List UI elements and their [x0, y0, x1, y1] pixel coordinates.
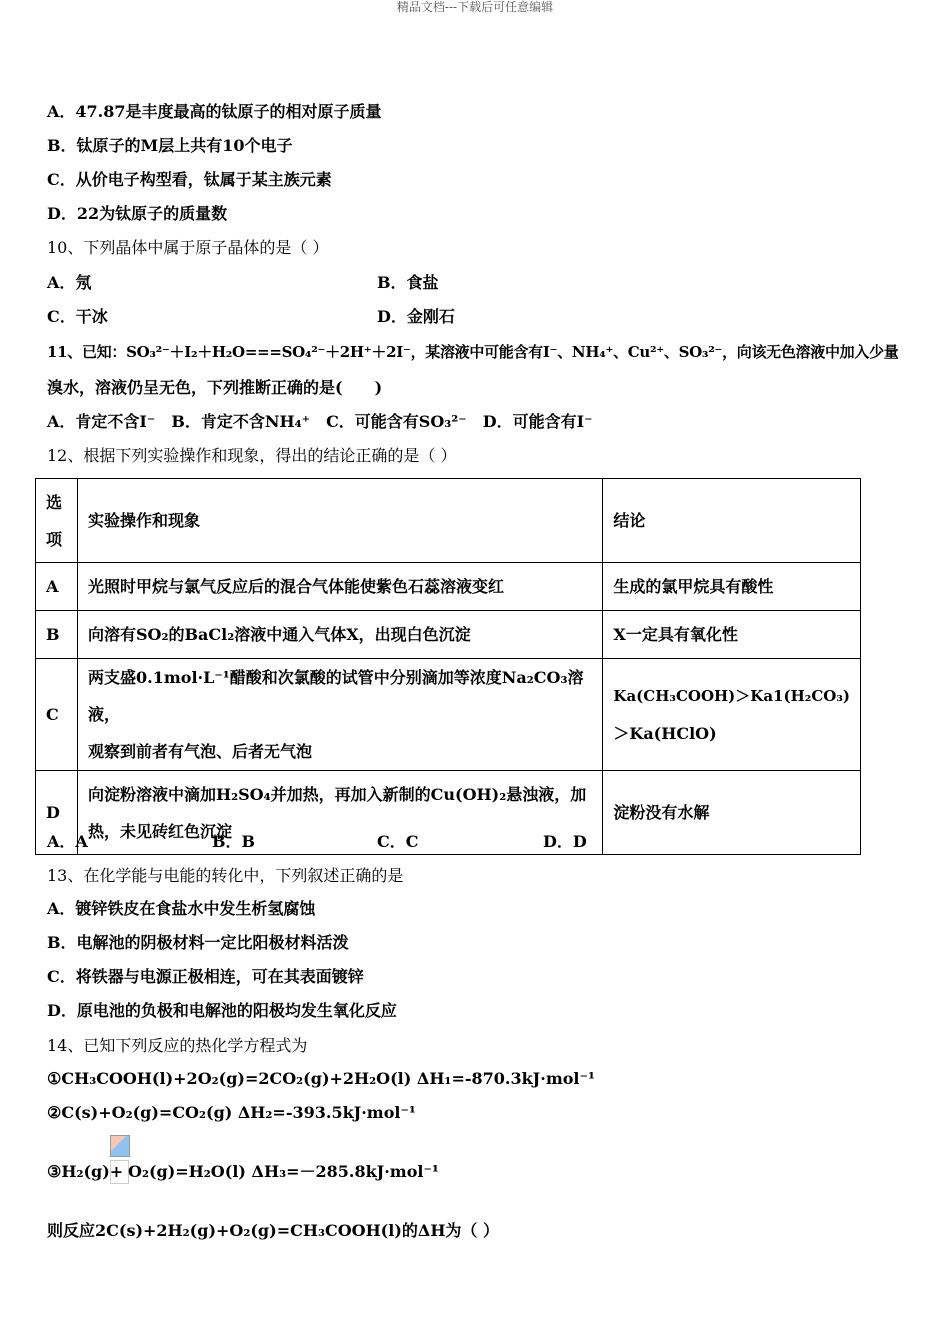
row-operation-line2: 热，未见砖红色沉淀: [88, 821, 233, 841]
q14-question: 则反应2C(s)+2H₂(g)+O₂(g)=CH₃COOH(l)的ΔH为（ ）: [47, 1221, 500, 1240]
table-row: [36, 563, 861, 611]
q12-stem: 12、根据下列实验操作和现象，得出的结论正确的是（ ）: [47, 446, 457, 465]
row-operation-line1: 向淀粉溶液中滴加H₂SO₄并加热，再加入新制的Cu(OH)₂悬浊液，加: [88, 784, 587, 804]
row-option: A: [36, 563, 78, 611]
q14-equation-1: ①CH₃COOH(l)+2O₂(g)=2CO₂(g)+2H₂O(l) ΔH₁=-870.3kJ·mol⁻¹: [47, 1069, 595, 1088]
table-row: [36, 611, 861, 659]
q11-stem-line2: 溴水，溶液仍呈无色，下列推断正确的是( ): [47, 378, 383, 397]
table-header-row: [36, 479, 861, 563]
table-row: [36, 659, 861, 771]
q13-stem: 13、在化学能与电能的转化中，下列叙述正确的是: [47, 866, 404, 885]
q12-answer-c: C．C: [377, 832, 419, 851]
row-conclusion-line2: ＞Ka(HClO): [613, 723, 717, 743]
q13-option-c: C．将铁器与电源正极相连，可在其表面镀锌: [47, 967, 364, 986]
q12-answer-b: B．B: [212, 832, 256, 851]
row-operation: [78, 659, 603, 771]
page-header: 精品文档---下载后可任意编辑: [396, 0, 554, 14]
q9-option-d: D．22为钛原子的质量数: [47, 204, 228, 223]
row-option: B: [36, 611, 78, 659]
q14-equation-3b: O₂(g)=H₂O(l) ΔH₃=－285.8kJ·mol⁻¹: [128, 1162, 439, 1181]
q14-stem: 14、已知下列反应的热化学方程式为: [47, 1036, 308, 1055]
q9-option-c: C．从价电子构型看，钛属于某主族元素: [47, 170, 332, 189]
q12-answer-d: D．D: [543, 832, 587, 851]
header-option-cell: [36, 479, 78, 563]
q11-options: A．肯定不含I⁻ B．肯定不含NH₄⁺ C．可能含有SO₃²⁻ D．可能含有I⁻: [47, 412, 593, 431]
row-conclusion-line1: Ka(CH₃COOH)＞Ka1(H₂CO₃): [613, 686, 850, 705]
table-row: [36, 771, 861, 855]
row-option: D: [36, 771, 78, 855]
q9-option-b: B．钛原子的M层上共有10个电子: [47, 136, 293, 155]
row-operation: [78, 771, 603, 855]
row-operation-line1: 两支盛0.1mol·L⁻¹醋酸和次氯酸的试管中分别滴加等浓度Na₂CO₃溶液，: [88, 668, 584, 724]
q9-option-a: A．47.87是丰度最高的钛原子的相对原子质量: [47, 102, 382, 121]
q14-equation-3a: ③H₂(g)+: [47, 1162, 124, 1181]
q10-option-c: C．干冰: [47, 307, 108, 326]
q14-equation-2: ②C(s)+O₂(g)=CO₂(g) ΔH₂=-393.5kJ·mol⁻¹: [47, 1103, 416, 1122]
header-option-char1: 选: [46, 492, 63, 512]
broken-image-icon: [110, 1135, 130, 1157]
row-conclusion: 生成的氯甲烷具有酸性: [603, 563, 861, 611]
q12-answer-a: A．A: [47, 832, 88, 851]
row-operation: 光照时甲烷与氯气反应后的混合气体能使紫色石蕊溶液变红: [78, 563, 603, 611]
header-conclusion-cell: 结论: [603, 479, 861, 563]
q10-option-a: A．氖: [47, 273, 92, 292]
row-conclusion: 淀粉没有水解: [603, 771, 861, 855]
row-option: C: [36, 659, 78, 771]
header-operation-cell: 实验操作和现象: [78, 479, 603, 563]
q10-option-d: D．金刚石: [377, 307, 455, 326]
experiment-table: [35, 478, 861, 855]
q13-option-d: D．原电池的负极和电解池的阳极均发生氧化反应: [47, 1001, 397, 1020]
row-operation: 向溶有SO₂的BaCl₂溶液中通入气体X，出现白色沉淀: [78, 611, 603, 659]
q13-option-b: B．电解池的阴极材料一定比阳极材料活泼: [47, 933, 349, 952]
q10-stem: 10、下列晶体中属于原子晶体的是（ ）: [47, 238, 329, 257]
q13-option-a: A．镀锌铁皮在食盐水中发生析氢腐蚀: [47, 899, 316, 918]
q11-stem-line1: 11、已知：SO₃²⁻＋I₂＋H₂O===SO₄²⁻＋2H⁺＋2I⁻，某溶液中可能含有I⁻、NH₄⁺、Cu²⁺、SO₃²⁻，向该无色溶液中加入少量: [47, 343, 899, 361]
row-conclusion: X一定具有氧化性: [603, 611, 861, 659]
header-option-char2: 项: [46, 529, 63, 549]
q10-option-b: B．食盐: [377, 273, 439, 292]
row-operation-line2: 观察到前者有气泡、后者无气泡: [88, 742, 313, 761]
row-conclusion: [603, 659, 861, 771]
